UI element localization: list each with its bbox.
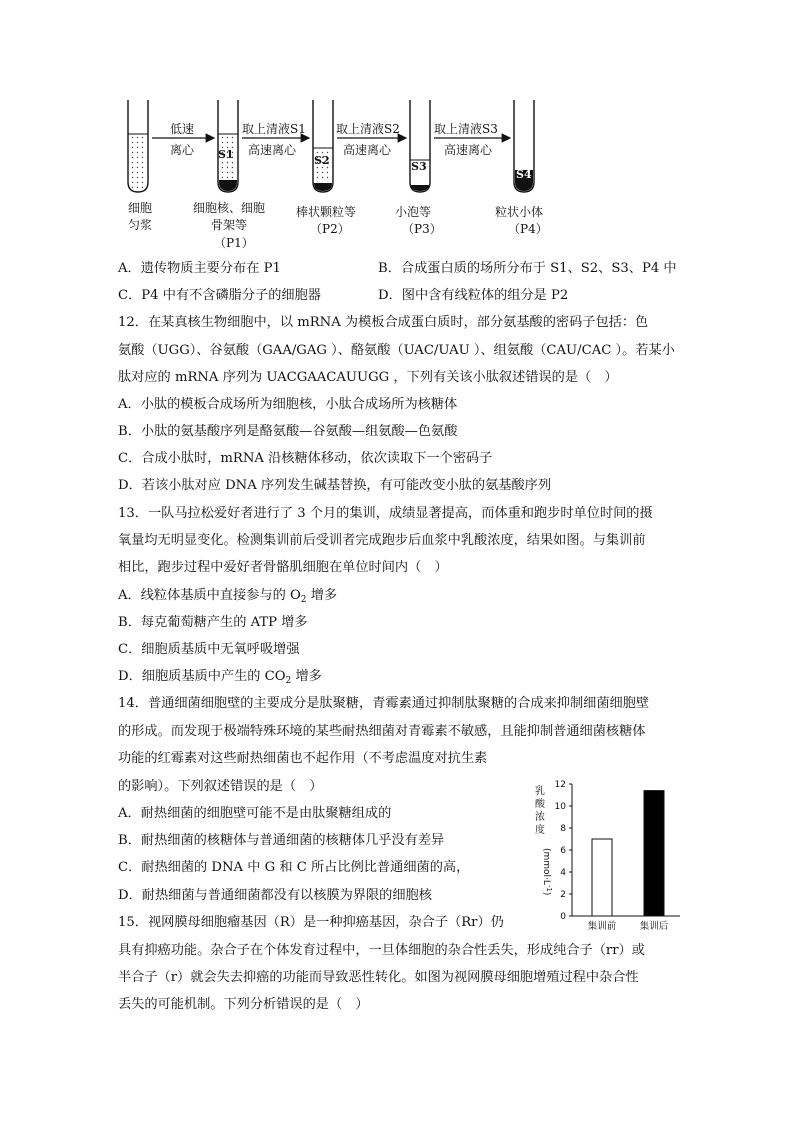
y-axis-label-char: 度 [535, 825, 545, 836]
q15-stem-3: 半合子（r）就会失去抑癌的功能而导致恶性转化。如图为视网膜母细胞增殖过程中杂合性 [118, 970, 639, 985]
q13-option-c: C．细胞质基质中无氧呼吸增强 [118, 642, 300, 657]
y-axis-label-char: 浓 [535, 812, 545, 823]
q11-option-d: D．图中含有线粒体的组分是 P2 [378, 288, 569, 303]
q12-stem-1: 12．在某真核生物细胞中，以 mRNA 为模板合成蛋白质时，部分氨基酸的密码子包括：色 [118, 315, 649, 330]
pellet-p1: （P1） [214, 236, 254, 250]
q12-option-c: C．合成小肽时，mRNA 沿核糖体移动，依次读取下一个密码子 [118, 451, 493, 466]
q13-a-tail: 增多 [306, 588, 338, 603]
tube-s1 [218, 100, 238, 192]
homogenate-label: 细胞匀浆 [128, 201, 153, 232]
step-low-speed-1 [170, 120, 194, 137]
q13-stem-3: 相比，跑步过程中爱好者骨骼肌细胞在单位时间内（ ） [118, 560, 448, 575]
tube-label-s4: S4 [516, 168, 532, 181]
tube-label-s1: S1 [218, 148, 234, 161]
low-speed-word1: 低速 [170, 122, 195, 136]
y-tick-label: 8 [560, 824, 566, 834]
q11-option-b: B．合成蛋白质的场所分布于 S1、S2、S3、P4 中 [378, 261, 677, 276]
q13-a-subscript: 2 [300, 595, 307, 605]
y-axis-label-char: 酸 [535, 799, 545, 810]
q13-stem-1: 13．一队马拉松爱好者进行了 3 个月的集训，成绩显著提高，而体重和跑步时单位时间的摄 [118, 506, 653, 521]
tube-s2 [313, 100, 333, 192]
step-2-top: 取上清液S2 [336, 122, 400, 136]
content-p4: 粒状小体 [495, 205, 544, 219]
content-p1: 细胞核、细胞骨架等 [193, 201, 266, 232]
bar-2 [644, 791, 664, 916]
q14-stem-2: 的形成。而发现于极端特殊环境的某些耐热细菌对青霉素不敏感，且能抑制普通细菌核糖体 [118, 724, 646, 739]
q14-stem-4: 的影响）。下列叙述错误的是（ ） [118, 779, 323, 794]
q13-d-text: D．细胞质基质中产生的 CO [118, 669, 286, 684]
q13-option-d [118, 665, 322, 686]
step-1-bottom: 高速离心 [248, 143, 297, 157]
q14-option-b: B．耐热细菌的核糖体与普通细菌的核糖体几乎没有差异 [118, 833, 445, 848]
q13-option-a [118, 584, 337, 605]
x-category-label: 集训后 [639, 921, 669, 932]
q11-option-c: C．P4 中有不含磷脂分子的细胞器 [118, 288, 321, 303]
step-2-bottom: 高速离心 [343, 143, 392, 157]
step-low-speed-2: 离心 [170, 143, 195, 157]
pellet-p4: （P4） [508, 222, 548, 236]
tube-label-s3: S3 [411, 160, 427, 173]
q14-stem-1: 14．普通细菌细胞壁的主要成分是肽聚糖，青霉素通过抑制肽聚糖的合成来抑制细菌细胞壁 [118, 696, 650, 711]
y-tick-label: 4 [560, 868, 566, 878]
q12-stem-3: 肽对应的 mRNA 序列为 UACGAACAUUGG ，下列有关该小肽叙述错误的是（ ） [118, 370, 618, 385]
q13-d-tail: 增多 [291, 669, 322, 684]
pellet-p2: （P2） [310, 222, 350, 236]
q15-stem-2: 具有抑癌功能。杂合子在个体发育过程中，一旦体细胞的杂合性丢失，形成纯合子（rr）或 [118, 943, 645, 958]
q14-stem-3: 功能的红霉素对这些耐热细菌也不起作用（不考虑温度对抗生素 [118, 751, 488, 766]
q12-option-a: A．小肽的模板合成场所为细胞核，小肽合成场所为核糖体 [118, 397, 458, 412]
q14-option-d: D．耐热细菌与普通细菌都没有以核膜为界限的细胞核 [118, 888, 432, 903]
y-axis-label-char: 乳 [535, 786, 545, 797]
step-1-top: 取上清液S1 [242, 122, 306, 136]
step-3-bottom: 高速离心 [444, 143, 493, 157]
y-axis-unit: $(mmol\cdot L^{-1})$ [541, 848, 553, 896]
tube-label-s2: S2 [314, 154, 330, 167]
q15-stem-1: 15．视网膜母细胞瘤基因（R）是一种抑癌基因，杂合子（Rr）仍 [118, 915, 504, 930]
content-p3: 小泡等 [395, 205, 432, 219]
lactate-bar-chart [530, 772, 690, 932]
step-3-top: 取上清液S3 [434, 122, 498, 136]
y-tick-label: 12 [554, 780, 566, 790]
q13-d-subscript: 2 [285, 676, 292, 686]
q14-option-a: A．耐热细菌的细胞壁可能不是由肽聚糖组成的 [118, 806, 392, 821]
q12-option-d: D．若该小肽对应 DNA 序列发生碱基替换，有可能改变小肽的氨基酸序列 [118, 478, 552, 493]
homogenate-tube [128, 100, 148, 192]
content-p2: 棒状颗粒等 [296, 205, 357, 219]
bar-1 [592, 839, 612, 916]
q13-stem-2: 氧量均无明显变化。检测集训前后受训者完成跑步后血浆中乳酸浓度，结果如图。与集训前 [118, 533, 646, 548]
q12-stem-2: 氨酸（UGG）、谷氨酸（GAA/GAG ）、酪氨酸（UAC/UAU ）、组氨酸（CAU/CAC ）。若某小 [118, 343, 675, 358]
q15-stem-4: 丢失的可能机制。下列分析错误的是（ ） [118, 997, 369, 1012]
y-tick-label: 10 [554, 802, 566, 812]
y-tick-label: 0 [560, 912, 566, 922]
q13-a-text: A．线粒体基质中直接参与的 O [118, 588, 301, 603]
q14-option-c: C．耐热细菌的 DNA 中 G 和 C 所占比例比普通细菌的高， [118, 860, 470, 875]
y-tick-label: 2 [560, 890, 566, 900]
x-category-label: 集训前 [587, 921, 617, 932]
q12-option-b: B．小肽的氨基酸序列是酪氨酸—谷氨酸—组氨酸—色氨酸 [118, 424, 458, 439]
pellet-p3: （P3） [402, 222, 442, 236]
q13-option-b: B．每克葡萄糖产生的 ATP 增多 [118, 615, 308, 630]
q11-option-a: A．遗传物质主要分布在 P1 [118, 261, 281, 276]
tube-s3 [410, 100, 430, 192]
y-tick-label: 6 [560, 846, 566, 856]
